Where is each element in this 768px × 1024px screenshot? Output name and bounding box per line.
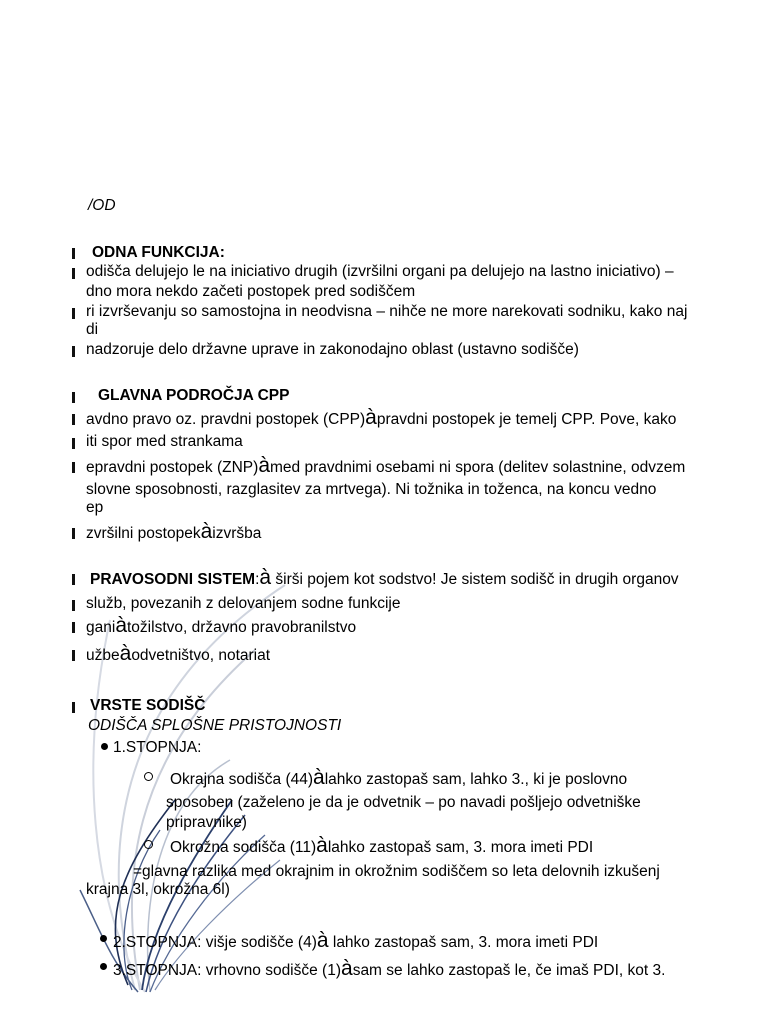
section-heading-vrste-sodisc: VRSTE SODIŠČ <box>90 697 206 714</box>
text-line: krajna 3l, okrožna 6l) <box>86 881 230 898</box>
bullet-marker <box>72 438 75 449</box>
arrow-symbol: à <box>341 957 353 980</box>
arrow-symbol: à <box>259 566 272 589</box>
heading-marker <box>72 248 75 259</box>
text-line: dno mora nekdo začeti postopek pred sodiščem <box>86 283 416 300</box>
list-item-stopnja-1: 1.STOPNJA: <box>113 739 202 756</box>
text-line: služb, povezanih z delovanjem sodne funkcije <box>86 595 401 612</box>
text-line: zvršilni postopekàizvršba <box>86 520 262 543</box>
arrow-symbol: à <box>258 454 270 477</box>
bullet-marker <box>72 600 75 611</box>
arrow-symbol: à <box>119 642 132 665</box>
bullet-marker <box>72 308 75 319</box>
list-item-stopnja-2: 2.STOPNJA: višje sodišče (4)à lahko zastopaš sam, 3. mora imeti PDI <box>113 929 599 952</box>
heading-marker <box>72 574 75 585</box>
bullet-dot <box>100 935 107 942</box>
bullet-marker <box>72 528 75 539</box>
list-item-stopnja-3: 3.STOPNJA: vrhovno sodišče (1)àsam se lahko zastopaš le, če imaš PDI, kot 3. <box>113 957 666 980</box>
subsection-heading: ODIŠČA SPLOŠNE PRISTOJNOSTI <box>88 717 342 734</box>
bullet-circle <box>144 772 153 781</box>
bullet-dot <box>100 963 107 970</box>
bullet-marker <box>72 462 75 473</box>
text-line: iti spor med strankama <box>86 433 243 450</box>
bullet-marker <box>72 346 75 357</box>
text-line: PRAVOSODNI SISTEM:à širši pojem kot sodstvo! Je sistem sodišč in drugih organov <box>90 566 679 589</box>
arrow-symbol: à <box>316 929 329 952</box>
bullet-marker <box>72 268 75 279</box>
text-line: sposoben (zaželeno je da je odvetnik – po navadi pošljejo odvetniške <box>166 794 641 811</box>
bullet-marker <box>72 414 75 425</box>
section-heading-glavna-podrocja: GLAVNA PODROČJA CPP <box>98 387 290 404</box>
text-line: ganiàtožilstvo, državno pravobranilstvo <box>86 614 357 637</box>
text-line: pripravnike) <box>166 814 247 831</box>
text-line: užbeàodvetništvo, notariat <box>86 642 271 665</box>
text-line: di <box>86 321 99 338</box>
arrow-symbol: à <box>115 614 127 637</box>
arrow-symbol: à <box>313 766 325 789</box>
text-line: =glavna razlika med okrajnim in okrožnim sodiščem so leta delovnih izkušenj <box>133 863 660 880</box>
bullet-marker <box>72 650 75 661</box>
text-line: ri izvrševanju so samostojna in neodvisna – nihče ne more narekovati sodniku, kako naj <box>86 303 688 320</box>
bullet-circle <box>144 840 153 849</box>
bullet-dot <box>101 743 108 750</box>
section-heading-pravosodni-sistem: PRAVOSODNI SISTEM <box>90 571 256 588</box>
heading-marker <box>72 392 75 403</box>
arrow-symbol: à <box>365 406 377 429</box>
text-line: nadzoruje delo državne uprave in zakonodajno oblast (ustavno sodišče) <box>86 341 579 358</box>
heading-marker <box>72 702 75 713</box>
list-item-okrozna: Okrožna sodišča (11)àlahko zastopaš sam, 3. mora imeti PDI <box>170 834 594 857</box>
arrow-symbol: à <box>200 520 213 543</box>
text-line: slovne sposobnosti, razglasitev za mrtvega). Ni tožnika in toženca, na koncu vedno <box>86 481 657 498</box>
section-heading-sodna-funkcija: ODNA FUNKCIJA: <box>92 244 225 261</box>
arrow-symbol: à <box>316 834 328 857</box>
text-line: avdno pravo oz. pravdni postopek (CPP)àpravdni postopek je temelj CPP. Pove, kako <box>86 406 677 429</box>
section-header: /OD <box>88 197 116 214</box>
bullet-marker <box>72 622 75 633</box>
text-line: odišča delujejo le na iniciativo drugih (izvršilni organi pa delujejo na lastno iniciativo) – <box>86 263 674 280</box>
list-item-okrajna: Okrajna sodišča (44)àlahko zastopaš sam, lahko 3., ki je poslovno <box>170 766 628 789</box>
text-line: ep <box>86 499 104 516</box>
text-line: epravdni postopek (ZNP)àmed pravdnimi osebami ni spora (delitev solastnine, odvzem <box>86 454 686 477</box>
